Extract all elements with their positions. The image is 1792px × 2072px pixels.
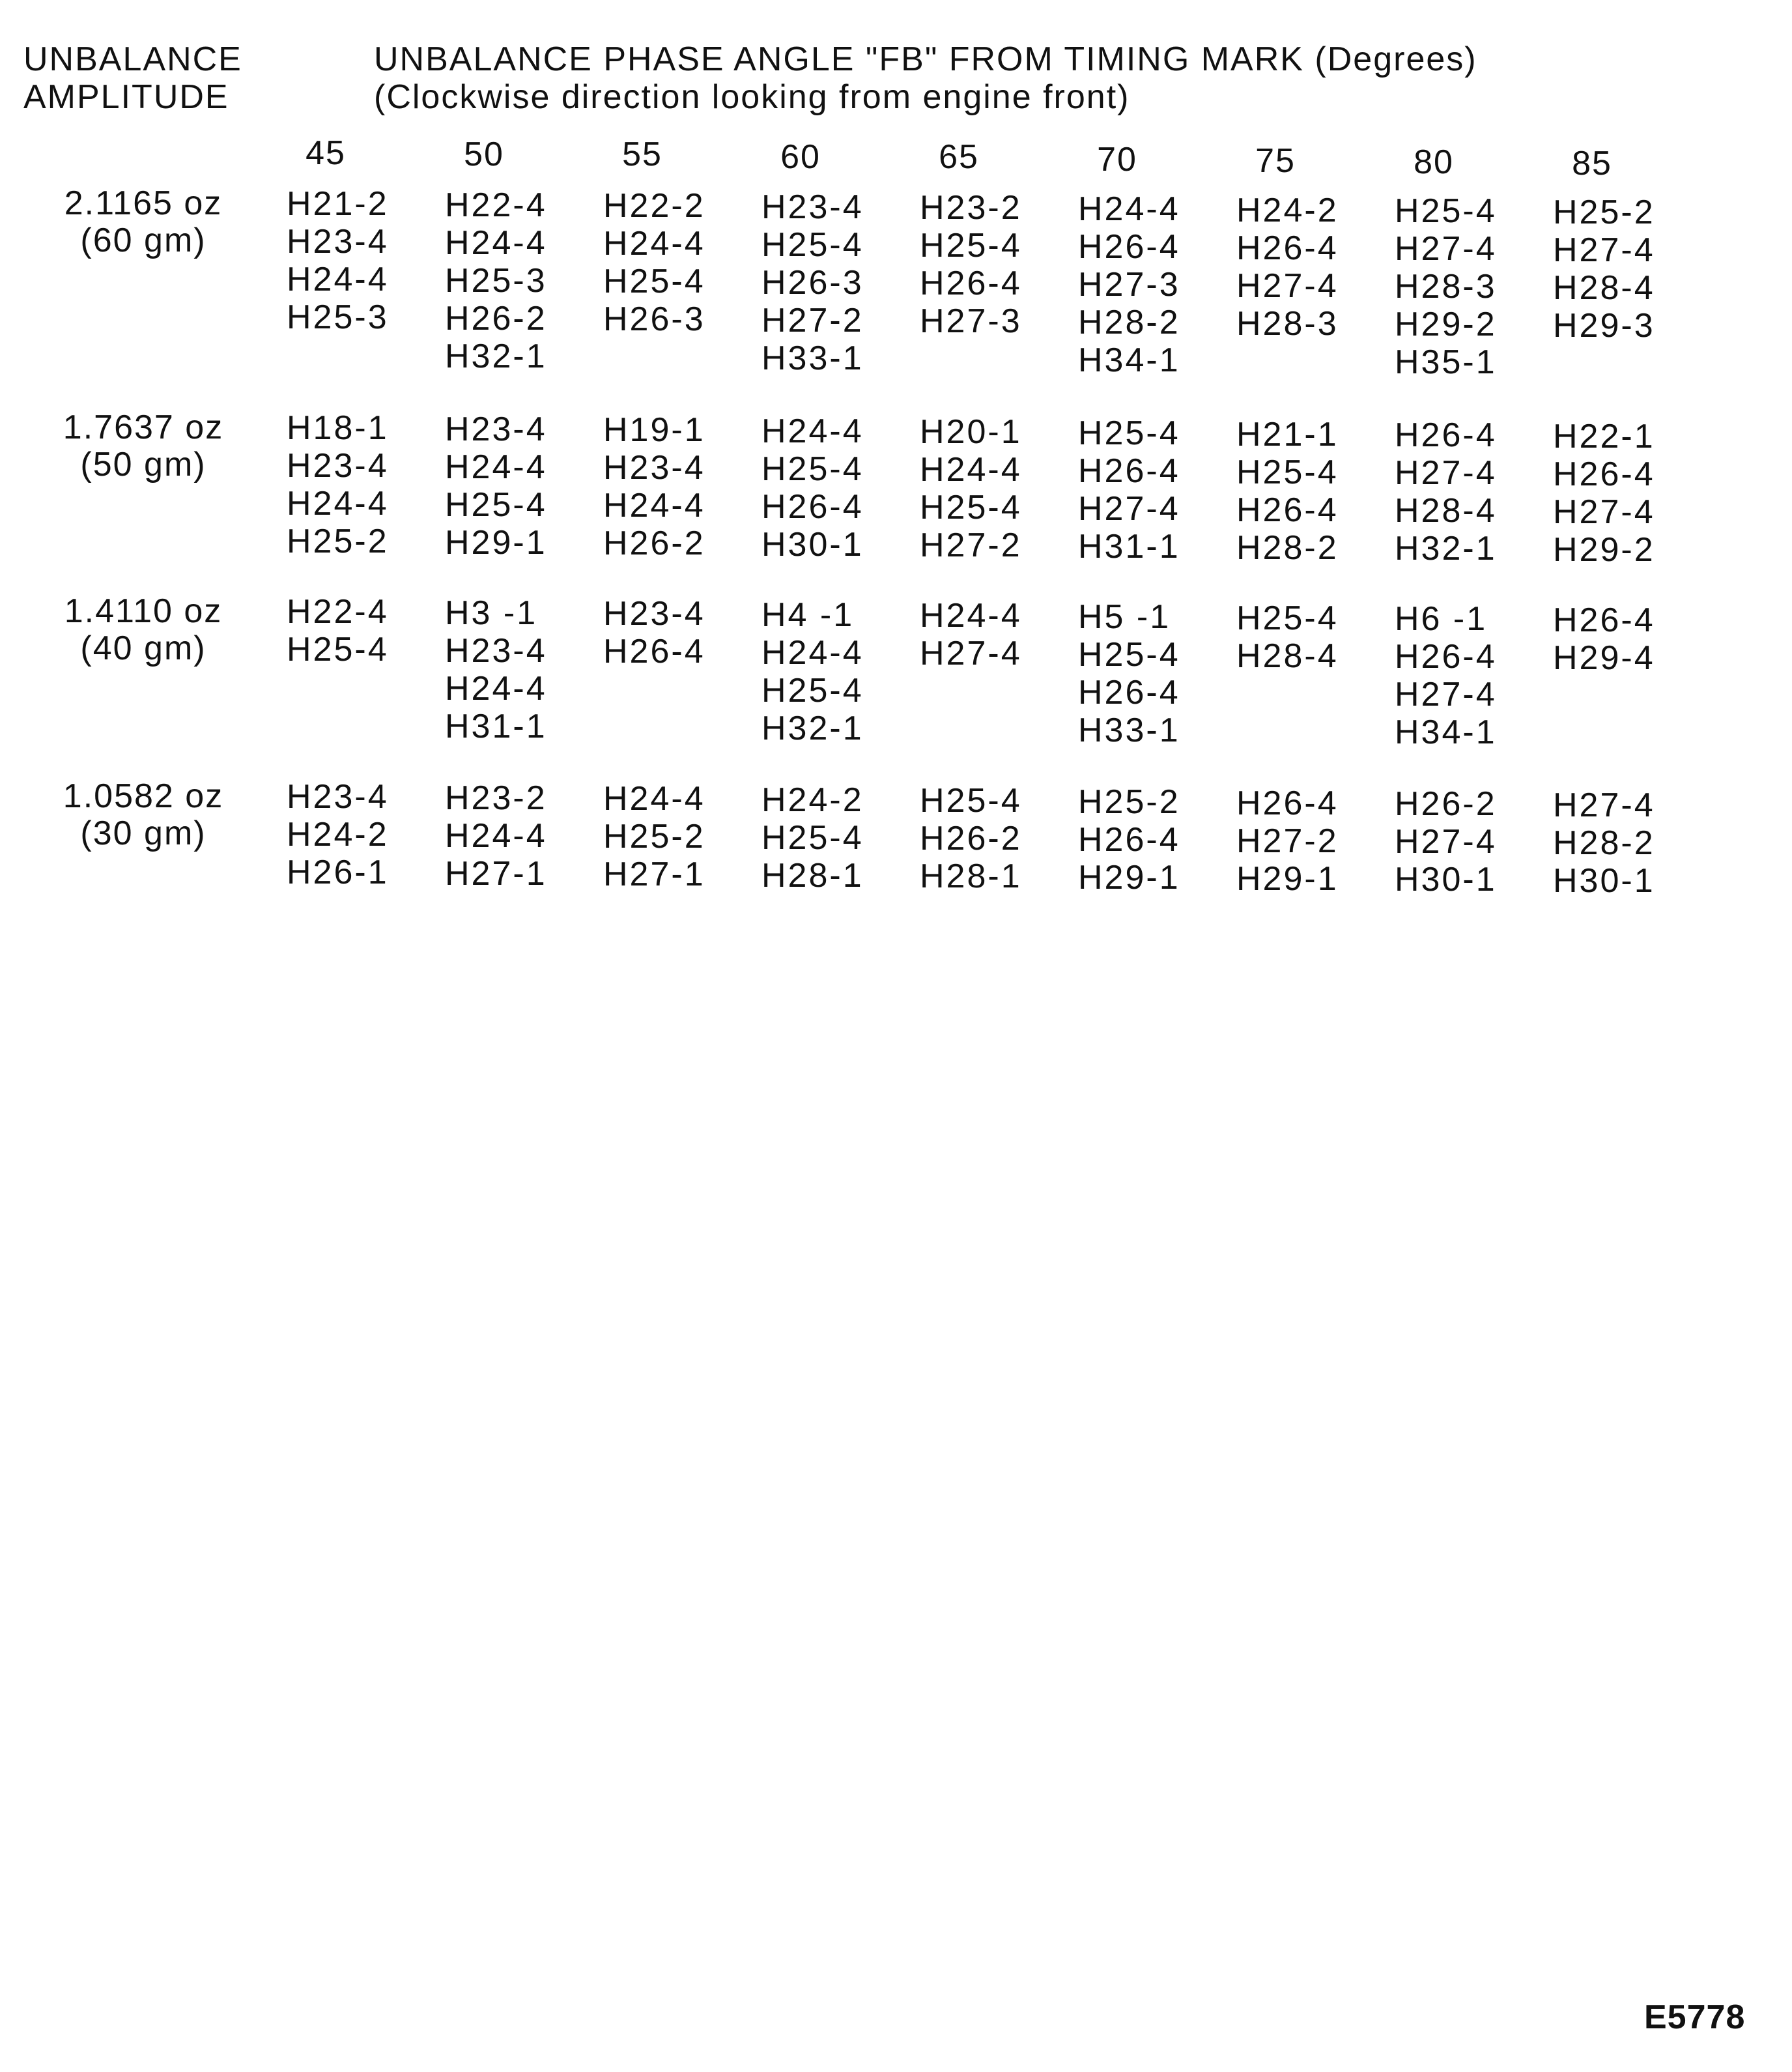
weight-code: H30-1 bbox=[761, 525, 864, 564]
weight-cell bbox=[920, 782, 1022, 895]
weight-code: H27-3 bbox=[1078, 266, 1180, 304]
amplitude-gm: (30 gm) bbox=[80, 814, 206, 852]
amplitude-label bbox=[33, 409, 254, 483]
weight-code: H29-3 bbox=[1553, 306, 1655, 345]
weight-code: H3 -1 bbox=[445, 594, 538, 632]
weight-cell bbox=[920, 597, 1022, 672]
weight-code: H27-2 bbox=[1236, 822, 1339, 860]
weight-code: H25-4 bbox=[761, 225, 864, 264]
weight-code: H25-4 bbox=[1078, 414, 1180, 452]
weight-code: H32-1 bbox=[445, 337, 547, 375]
weight-code: H27-4 bbox=[1395, 454, 1497, 493]
weight-code: H24-4 bbox=[445, 669, 547, 708]
weight-code: H29-4 bbox=[1553, 639, 1655, 677]
weight-code: H20-1 bbox=[920, 413, 1022, 452]
weight-code: H27-4 bbox=[1236, 266, 1339, 305]
weight-cell bbox=[1553, 786, 1655, 900]
weight-code: H25-4 bbox=[920, 782, 1022, 820]
weight-code: H25-4 bbox=[287, 631, 389, 669]
weight-code: H28-2 bbox=[1078, 304, 1180, 341]
weight-code: H32-1 bbox=[1395, 530, 1497, 568]
weight-code: H24-4 bbox=[761, 633, 864, 672]
amplitude-oz: 2.1165 oz bbox=[64, 184, 223, 222]
weight-code: H26-3 bbox=[761, 263, 864, 302]
weight-cell bbox=[1078, 414, 1180, 566]
weight-code: H25-2 bbox=[1078, 783, 1180, 821]
weight-code: H23-4 bbox=[603, 449, 705, 487]
amplitude-oz: 1.4110 oz bbox=[64, 592, 223, 630]
weight-code: H25-4 bbox=[1236, 453, 1339, 491]
weight-code: H25-2 bbox=[287, 523, 389, 560]
weight-code: H27-1 bbox=[445, 854, 547, 893]
weight-code: H24-4 bbox=[287, 485, 389, 523]
weight-cell bbox=[1553, 601, 1655, 677]
amplitude-label bbox=[33, 593, 254, 667]
weight-cell bbox=[1236, 784, 1339, 898]
weight-code: H23-4 bbox=[445, 410, 547, 448]
angle-header-85: 85 bbox=[1572, 145, 1612, 182]
weight-code: H34-1 bbox=[1395, 713, 1497, 752]
weight-cell bbox=[1078, 783, 1180, 897]
weight-code: H30-1 bbox=[1553, 861, 1655, 900]
weight-code: H27-3 bbox=[920, 302, 1022, 341]
weight-code: H22-2 bbox=[603, 187, 705, 225]
weight-cell bbox=[287, 185, 389, 336]
weight-code: H23-2 bbox=[920, 189, 1022, 227]
weight-code: H22-1 bbox=[1553, 417, 1655, 455]
weight-cell bbox=[1395, 416, 1497, 568]
weight-code: H24-4 bbox=[920, 597, 1022, 635]
weight-cell bbox=[603, 595, 705, 670]
weight-code: H21-1 bbox=[1236, 415, 1339, 453]
weight-code: H23-4 bbox=[445, 631, 547, 670]
weight-code: H24-4 bbox=[603, 487, 705, 525]
weight-code: H24-4 bbox=[920, 451, 1022, 489]
weight-code: H32-1 bbox=[761, 709, 864, 747]
weight-code: H5 -1 bbox=[1078, 598, 1171, 636]
amplitude-header-line1: UNBALANCE bbox=[23, 40, 242, 78]
weight-code: H18-1 bbox=[287, 409, 389, 447]
weight-cell bbox=[287, 593, 389, 669]
amplitude-gm: (50 gm) bbox=[80, 446, 206, 483]
angle-header-line2: (Clockwise direction looking from engine front) bbox=[374, 78, 1130, 116]
amplitude-gm: (60 gm) bbox=[80, 222, 206, 259]
weight-code: H28-1 bbox=[761, 856, 864, 895]
angle-header-60: 60 bbox=[780, 138, 821, 176]
weight-code: H24-2 bbox=[761, 781, 864, 819]
weight-code: H26-2 bbox=[1395, 785, 1497, 824]
weight-cell bbox=[761, 781, 864, 895]
weight-code: H25-4 bbox=[761, 450, 864, 488]
angle-header-line1: UNBALANCE PHASE ANGLE "FB" FROM TIMING MARK (Degrees) bbox=[374, 40, 1477, 78]
weight-cell bbox=[1078, 190, 1180, 379]
weight-cell bbox=[603, 411, 705, 562]
weight-code: H26-2 bbox=[445, 299, 547, 338]
weight-code: H27-2 bbox=[761, 301, 864, 339]
weight-code: H25-4 bbox=[761, 671, 864, 710]
weight-code: H25-4 bbox=[1236, 599, 1339, 637]
weight-code: H30-1 bbox=[1395, 861, 1497, 899]
weight-code: H26-4 bbox=[1553, 601, 1655, 639]
weight-code: H26-4 bbox=[1236, 784, 1339, 822]
weight-cell bbox=[445, 594, 547, 745]
weight-code: H26-2 bbox=[920, 820, 1022, 858]
weight-cell bbox=[445, 410, 547, 562]
amplitude-header-line2: AMPLITUDE bbox=[23, 78, 229, 116]
weight-cell bbox=[761, 412, 864, 564]
weight-code: H25-4 bbox=[603, 263, 705, 301]
amplitude-oz: 1.0582 oz bbox=[63, 777, 224, 815]
weight-code: H26-3 bbox=[603, 300, 705, 339]
weight-code: H31-1 bbox=[1078, 528, 1180, 566]
weight-code: H26-4 bbox=[1078, 821, 1180, 859]
weight-cell bbox=[445, 779, 547, 893]
weight-cell bbox=[603, 187, 705, 338]
weight-code: H24-4 bbox=[287, 261, 389, 298]
weight-code: H24-4 bbox=[603, 225, 705, 263]
weight-code: H25-4 bbox=[920, 227, 1022, 265]
weight-code: H25-3 bbox=[445, 261, 547, 300]
weight-cell bbox=[920, 189, 1022, 340]
weight-cell bbox=[1553, 418, 1655, 569]
weight-code: H26-4 bbox=[603, 633, 705, 671]
angle-header-45: 45 bbox=[306, 134, 346, 172]
weight-code: H26-4 bbox=[1078, 228, 1180, 266]
weight-code: H23-4 bbox=[287, 778, 389, 816]
weight-code: H4 -1 bbox=[761, 596, 855, 634]
weight-code: H24-2 bbox=[287, 816, 389, 854]
weight-cell bbox=[1395, 600, 1497, 751]
amplitude-gm: (40 gm) bbox=[80, 629, 206, 667]
weight-code: H24-4 bbox=[445, 448, 547, 486]
weight-code: H33-1 bbox=[1078, 712, 1180, 749]
weight-code: H35-1 bbox=[1395, 343, 1497, 382]
weight-code: H34-1 bbox=[1078, 341, 1180, 379]
weight-code: H26-4 bbox=[1078, 452, 1180, 490]
weight-code: H28-3 bbox=[1395, 268, 1497, 306]
weight-code: H26-4 bbox=[1395, 416, 1497, 455]
angle-header-55: 55 bbox=[622, 136, 662, 173]
amplitude-label bbox=[33, 778, 254, 852]
weight-code: H23-4 bbox=[603, 595, 705, 633]
weight-code: H33-1 bbox=[761, 339, 864, 377]
weight-code: H28-2 bbox=[1236, 528, 1339, 567]
weight-code: H26-1 bbox=[287, 854, 389, 891]
weight-code: H29-2 bbox=[1553, 530, 1655, 569]
weight-code: H27-4 bbox=[1395, 823, 1497, 861]
weight-code: H29-2 bbox=[1395, 306, 1497, 344]
angle-header-80: 80 bbox=[1414, 143, 1454, 181]
amplitude-header bbox=[23, 40, 242, 116]
weight-cell bbox=[1236, 599, 1339, 675]
weight-code: H25-4 bbox=[1395, 192, 1497, 231]
weight-code: H27-4 bbox=[1553, 786, 1655, 824]
weight-cell bbox=[761, 188, 864, 377]
weight-code: H25-3 bbox=[287, 298, 389, 336]
figure-code: E5778 bbox=[1644, 1998, 1746, 2036]
weight-code: H27-4 bbox=[1395, 676, 1497, 714]
weight-code: H25-4 bbox=[920, 489, 1022, 527]
weight-code: H26-4 bbox=[1236, 229, 1339, 267]
angle-header-50: 50 bbox=[464, 136, 504, 173]
weight-code: H23-4 bbox=[761, 188, 864, 226]
weight-cell bbox=[1078, 598, 1180, 749]
weight-code: H28-2 bbox=[1553, 824, 1655, 862]
weight-code: H19-1 bbox=[603, 411, 705, 450]
weight-code: H24-4 bbox=[445, 223, 547, 262]
weight-code: H26-4 bbox=[761, 487, 864, 526]
weight-code: H27-4 bbox=[1553, 231, 1655, 269]
angle-header-65: 65 bbox=[939, 138, 979, 176]
weight-code: H31-1 bbox=[445, 707, 547, 745]
weight-cell bbox=[1553, 194, 1655, 345]
weight-code: H25-4 bbox=[761, 818, 864, 857]
weight-cell bbox=[1395, 192, 1497, 381]
weight-code: H24-4 bbox=[1078, 190, 1180, 228]
weight-code: H6 -1 bbox=[1395, 600, 1488, 639]
weight-cell bbox=[761, 596, 864, 747]
weight-code: H24-4 bbox=[761, 412, 864, 450]
weight-code: H27-4 bbox=[920, 635, 1022, 673]
weight-code: H27-1 bbox=[603, 856, 705, 894]
weight-code: H29-1 bbox=[445, 523, 547, 562]
weight-code: H28-4 bbox=[1553, 268, 1655, 307]
weight-code: H22-4 bbox=[445, 186, 547, 224]
weight-code: H26-4 bbox=[1553, 455, 1655, 493]
angle-header-75: 75 bbox=[1255, 142, 1296, 180]
weight-code: H25-2 bbox=[603, 818, 705, 856]
weight-code: H29-1 bbox=[1078, 859, 1180, 897]
weight-code: H26-4 bbox=[1078, 674, 1180, 712]
weight-code: H28-1 bbox=[920, 857, 1022, 896]
amplitude-label bbox=[33, 185, 254, 259]
weight-code: H27-4 bbox=[1395, 230, 1497, 268]
weight-cell bbox=[603, 780, 705, 893]
weight-code: H26-4 bbox=[1395, 638, 1497, 676]
weight-code: H28-4 bbox=[1236, 637, 1339, 675]
weight-code: H23-4 bbox=[287, 447, 389, 485]
angle-header-70: 70 bbox=[1097, 141, 1137, 179]
weight-code: H24-2 bbox=[1236, 191, 1339, 229]
weight-code: H21-2 bbox=[287, 185, 389, 223]
weight-code: H24-4 bbox=[603, 780, 705, 818]
weight-cell bbox=[1236, 192, 1339, 343]
angle-header bbox=[374, 40, 1477, 116]
weight-code: H23-4 bbox=[287, 223, 389, 261]
weight-code: H27-2 bbox=[920, 526, 1022, 565]
weight-cell bbox=[1395, 785, 1497, 899]
weight-code: H23-2 bbox=[445, 779, 547, 817]
weight-code: H26-2 bbox=[603, 525, 705, 563]
weight-code: H26-4 bbox=[920, 265, 1022, 303]
weight-cell bbox=[920, 413, 1022, 564]
weight-code: H25-4 bbox=[445, 485, 547, 524]
weight-code: H22-4 bbox=[287, 593, 389, 631]
weight-cell bbox=[287, 409, 389, 560]
weight-code: H28-3 bbox=[1236, 304, 1339, 343]
weight-code: H27-4 bbox=[1078, 490, 1180, 528]
weight-code: H29-1 bbox=[1236, 859, 1339, 898]
weight-code: H25-2 bbox=[1553, 193, 1655, 231]
weight-code: H28-4 bbox=[1395, 492, 1497, 530]
weight-cell bbox=[287, 778, 389, 891]
weight-code: H27-4 bbox=[1553, 493, 1655, 531]
weight-cell bbox=[445, 186, 547, 375]
weight-code: H24-4 bbox=[445, 816, 547, 855]
amplitude-oz: 1.7637 oz bbox=[63, 409, 224, 446]
weight-code: H26-4 bbox=[1236, 491, 1339, 529]
weight-cell bbox=[1236, 416, 1339, 567]
weight-code: H25-4 bbox=[1078, 636, 1180, 674]
